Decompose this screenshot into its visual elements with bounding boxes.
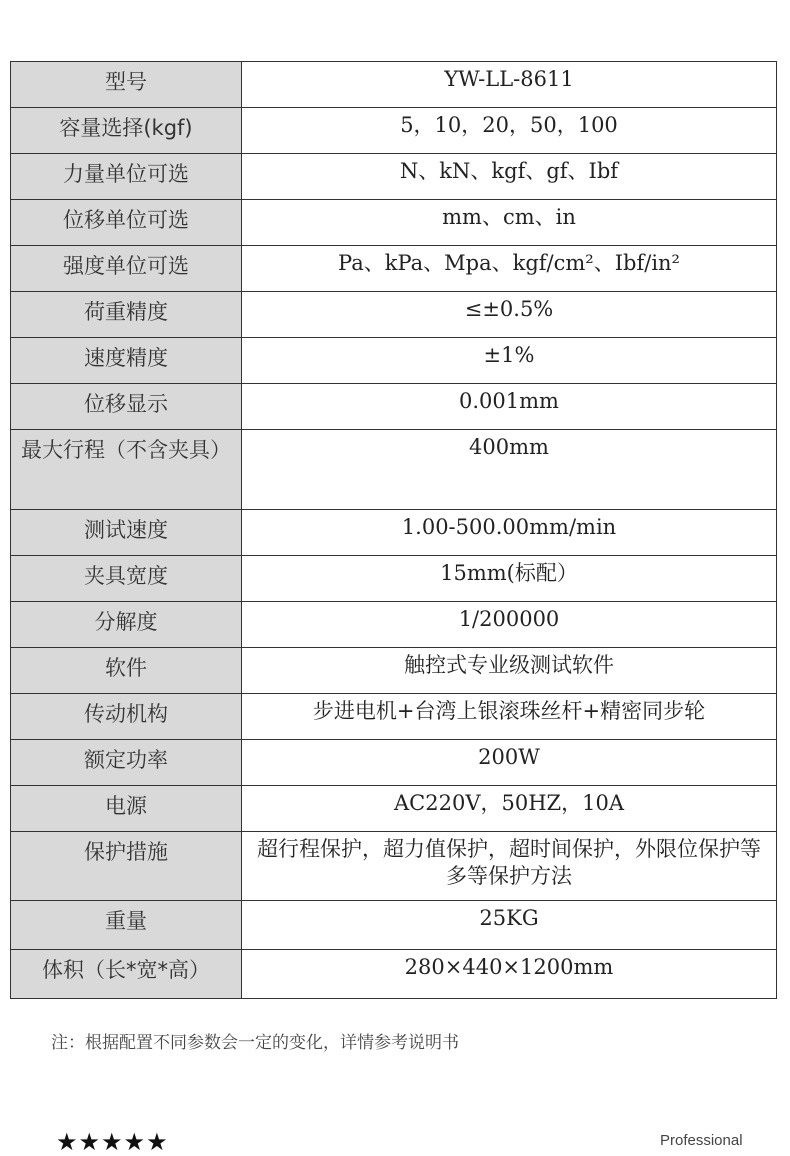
spec-value: 1.00-500.00mm/min [242, 510, 777, 556]
spec-label: 保护措施 [11, 832, 242, 901]
spec-label: 传动机构 [11, 694, 242, 740]
spec-value: 1/200000 [242, 602, 777, 648]
spec-label: 软件 [11, 648, 242, 694]
spec-value: 5，10，20，50，100 [242, 108, 777, 154]
spec-label: 夹具宽度 [11, 556, 242, 602]
table-row [11, 901, 777, 950]
table-row [11, 556, 777, 602]
spec-value: AC220V，50HZ，10A [242, 786, 777, 832]
table-row [11, 950, 777, 999]
table-row [11, 200, 777, 246]
table-row [11, 62, 777, 108]
spec-label: 分解度 [11, 602, 242, 648]
spec-value: ≤±0.5% [242, 292, 777, 338]
footnote: 注：根据配置不同参数会一定的变化，详情参考说明书 [51, 1033, 459, 1053]
spec-label: 位移单位可选 [11, 200, 242, 246]
table-row [11, 602, 777, 648]
table-row [11, 154, 777, 200]
spec-value: 200W [242, 740, 777, 786]
spec-value: YW-LL-8611 [242, 62, 777, 108]
spec-label: 电源 [11, 786, 242, 832]
spec-label: 荷重精度 [11, 292, 242, 338]
table-row [11, 430, 777, 510]
spec-value: 触控式专业级测试软件 [242, 648, 777, 694]
spec-label: 强度单位可选 [11, 246, 242, 292]
spec-label: 位移显示 [11, 384, 242, 430]
table-row [11, 246, 777, 292]
spec-label: 力量单位可选 [11, 154, 242, 200]
spec-label: 额定功率 [11, 740, 242, 786]
spec-value: 0.001mm [242, 384, 777, 430]
table-row [11, 694, 777, 740]
spec-value: 步进电机+台湾上银滚珠丝杆+精密同步轮 [242, 694, 777, 740]
table-row [11, 786, 777, 832]
table-row [11, 648, 777, 694]
table-row [11, 384, 777, 430]
spec-label: 重量 [11, 901, 242, 950]
spec-value: 25KG [242, 901, 777, 950]
spec-value: mm、cm、in [242, 200, 777, 246]
spec-value: Pa、kPa、Mpa、kgf/cm²、Ibf/in² [242, 246, 777, 292]
table-row [11, 338, 777, 384]
spec-label: 测试速度 [11, 510, 242, 556]
table-row [11, 740, 777, 786]
spec-value: 超行程保护，超力值保护，超时间保护，外限位保护等多等保护方法 [242, 832, 777, 901]
spec-table [10, 61, 777, 999]
brand-word: Professional [660, 1132, 743, 1149]
spec-label: 最大行程（不含夹具） [11, 430, 242, 510]
spec-label: 体积（长*宽*高） [11, 950, 242, 999]
table-row [11, 832, 777, 901]
spec-value: 400mm [242, 430, 777, 510]
table-row [11, 292, 777, 338]
spec-value: ±1% [242, 338, 777, 384]
spec-label: 速度精度 [11, 338, 242, 384]
spec-label: 容量选择(kgf) [11, 108, 242, 154]
spec-value: 280×440×1200mm [242, 950, 777, 999]
spec-label: 型号 [11, 62, 242, 108]
spec-value: N、kN、kgf、gf、Ibf [242, 154, 777, 200]
spec-value: 15mm(标配） [242, 556, 777, 602]
table-row [11, 108, 777, 154]
rating-stars: ★★★★★ [56, 1128, 169, 1156]
table-row [11, 510, 777, 556]
